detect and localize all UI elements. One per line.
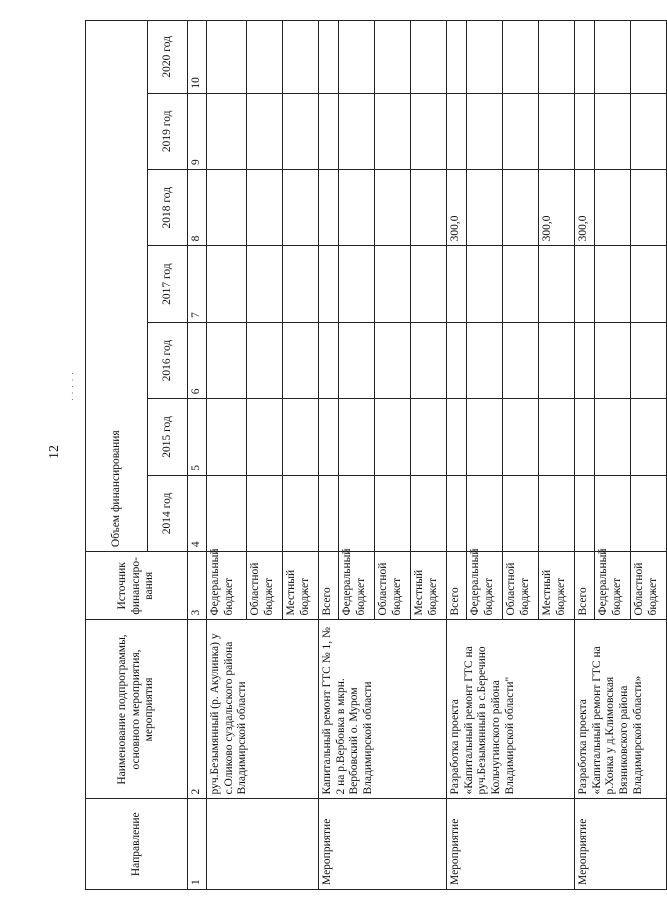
value-cell (246, 322, 282, 398)
value-cell (338, 246, 374, 322)
value-cell (282, 399, 318, 475)
header-direction: Направление (86, 799, 188, 890)
value-cell (466, 93, 502, 169)
value-cell (446, 21, 466, 94)
table-row (318, 21, 338, 890)
value-cell (574, 21, 594, 94)
value-cell (374, 399, 410, 475)
value-cell (538, 475, 574, 551)
value-cell (630, 21, 666, 94)
value-cell (502, 399, 538, 475)
value-cell (410, 322, 446, 398)
value-cell (574, 399, 594, 475)
value-cell (246, 475, 282, 551)
value-cell (630, 399, 666, 475)
value-cell (594, 21, 630, 94)
value-cell (466, 399, 502, 475)
value-cell (338, 21, 374, 94)
column-number: 2 (188, 620, 207, 799)
table-header (86, 21, 207, 890)
header-year: 2017 год (148, 246, 188, 322)
direction-cell: Мероприятие (574, 799, 666, 890)
value-cell (206, 246, 246, 322)
value-cell (206, 475, 246, 551)
value-cell (574, 246, 594, 322)
source-cell: Областной бюджет (374, 552, 410, 620)
value-cell (466, 170, 502, 246)
value-cell (594, 170, 630, 246)
value-cell (594, 93, 630, 169)
value-cell (206, 21, 246, 94)
value-cell (538, 21, 574, 94)
value-cell (410, 93, 446, 169)
scan-dots: . . . . . (65, 371, 75, 401)
value-cell (466, 21, 502, 94)
value-cell (502, 21, 538, 94)
header-year: 2019 год (148, 93, 188, 169)
header-year: 2020 год (148, 21, 188, 94)
value-cell (410, 170, 446, 246)
table-row (574, 21, 594, 890)
value-cell (538, 93, 574, 169)
value-cell: 300,0 (446, 170, 466, 246)
value-cell (282, 322, 318, 398)
direction-cell: Мероприятие (446, 799, 574, 890)
value-cell (318, 246, 338, 322)
value-cell (374, 21, 410, 94)
value-cell (502, 93, 538, 169)
value-cell (574, 475, 594, 551)
column-number: 8 (188, 170, 207, 246)
value-cell (282, 21, 318, 94)
value-cell (630, 170, 666, 246)
source-cell: Местный бюджет (282, 552, 318, 620)
source-cell: Местный бюджет (538, 552, 574, 620)
value-cell (502, 246, 538, 322)
source-cell: Местный бюджет (410, 552, 446, 620)
value-cell (410, 399, 446, 475)
value-cell (206, 93, 246, 169)
source-cell: Федеральный бюджет (466, 552, 502, 620)
header-year: 2014 год (148, 475, 188, 551)
value-cell (374, 93, 410, 169)
table-body (206, 21, 666, 890)
value-cell (410, 246, 446, 322)
column-number: 6 (188, 322, 207, 398)
source-cell: Областной бюджет (630, 552, 666, 620)
value-cell (594, 475, 630, 551)
value-cell (246, 246, 282, 322)
table-row (446, 21, 466, 890)
value-cell (318, 322, 338, 398)
column-number: 3 (188, 552, 207, 620)
header-source: Источник финансиро-вания (86, 552, 188, 620)
value-cell (318, 399, 338, 475)
financing-table (85, 20, 667, 890)
value-cell (574, 322, 594, 398)
value-cell (246, 21, 282, 94)
source-cell: Всего (446, 552, 466, 620)
value-cell (630, 475, 666, 551)
value-cell (446, 399, 466, 475)
source-cell: Областной бюджет (502, 552, 538, 620)
value-cell (630, 246, 666, 322)
value-cell (594, 322, 630, 398)
value-cell (374, 170, 410, 246)
value-cell (338, 93, 374, 169)
value-cell (630, 322, 666, 398)
value-cell (410, 475, 446, 551)
source-cell: Федеральный бюджет (594, 552, 630, 620)
value-cell (594, 246, 630, 322)
source-cell: Федеральный бюджет (206, 552, 246, 620)
value-cell (574, 93, 594, 169)
column-number: 4 (188, 475, 207, 551)
value-cell: 300,0 (574, 170, 594, 246)
value-cell (538, 399, 574, 475)
value-cell (338, 322, 374, 398)
rotated-table-wrapper (85, 20, 659, 890)
value-cell (282, 170, 318, 246)
header-volume: Объем финансирования (86, 21, 148, 552)
direction-cell (206, 799, 318, 890)
value-cell (466, 246, 502, 322)
page-number: 12 (47, 445, 62, 459)
value-cell (630, 93, 666, 169)
value-cell (206, 170, 246, 246)
source-cell: Всего (574, 552, 594, 620)
column-number: 1 (188, 799, 207, 890)
value-cell (466, 322, 502, 398)
source-cell: Всего (318, 552, 338, 620)
value-cell (446, 475, 466, 551)
value-cell (446, 322, 466, 398)
value-cell (538, 322, 574, 398)
value-cell (318, 475, 338, 551)
value-cell (374, 322, 410, 398)
column-number: 9 (188, 93, 207, 169)
value-cell (246, 399, 282, 475)
column-number: 5 (188, 399, 207, 475)
value-cell (282, 475, 318, 551)
value-cell (318, 21, 338, 94)
value-cell (594, 399, 630, 475)
value-cell (502, 475, 538, 551)
value-cell (538, 246, 574, 322)
direction-cell: Мероприятие (318, 799, 446, 890)
value-cell (338, 170, 374, 246)
value-cell (446, 93, 466, 169)
column-number: 7 (188, 246, 207, 322)
header-year: 2015 год (148, 399, 188, 475)
value-cell (318, 93, 338, 169)
value-cell (246, 170, 282, 246)
name-cell: Капитальный ремонт ГТС № 1, № 2 на р.Вербовка в мкрн. Вербовский о. Муром Владимирской области (318, 620, 446, 799)
name-cell: Разработка проекта «Капитальный ремонт ГТС на р.Хонка у д.Климовская Вязниковского района Владимирской области» (574, 620, 666, 799)
value-cell (374, 246, 410, 322)
source-cell: Федеральный бюджет (338, 552, 374, 620)
value-cell: 300,0 (538, 170, 574, 246)
source-cell: Областной бюджет (246, 552, 282, 620)
name-cell: руч.Безымянный (р. Акулинка) у с.Оликово суздальского района Владимирской области (206, 620, 318, 799)
value-cell (410, 21, 446, 94)
header-year: 2018 год (148, 170, 188, 246)
value-cell (374, 475, 410, 551)
value-cell (466, 475, 502, 551)
name-cell: Разработка проекта «Капитальный ремонт ГТС на руч.Безымянный в с.Беречино Кольчугинского района Владимирской области" (446, 620, 574, 799)
value-cell (502, 322, 538, 398)
value-cell (282, 93, 318, 169)
value-cell (446, 246, 466, 322)
value-cell (318, 170, 338, 246)
value-cell (502, 170, 538, 246)
value-cell (206, 322, 246, 398)
value-cell (246, 93, 282, 169)
value-cell (282, 246, 318, 322)
header-name: Наименование подпрограммы, основного мероприятия, мероприятия (86, 620, 188, 799)
table-row (206, 21, 246, 890)
value-cell (206, 399, 246, 475)
column-number: 10 (188, 21, 207, 94)
value-cell (338, 399, 374, 475)
value-cell (338, 475, 374, 551)
header-year: 2016 год (148, 322, 188, 398)
